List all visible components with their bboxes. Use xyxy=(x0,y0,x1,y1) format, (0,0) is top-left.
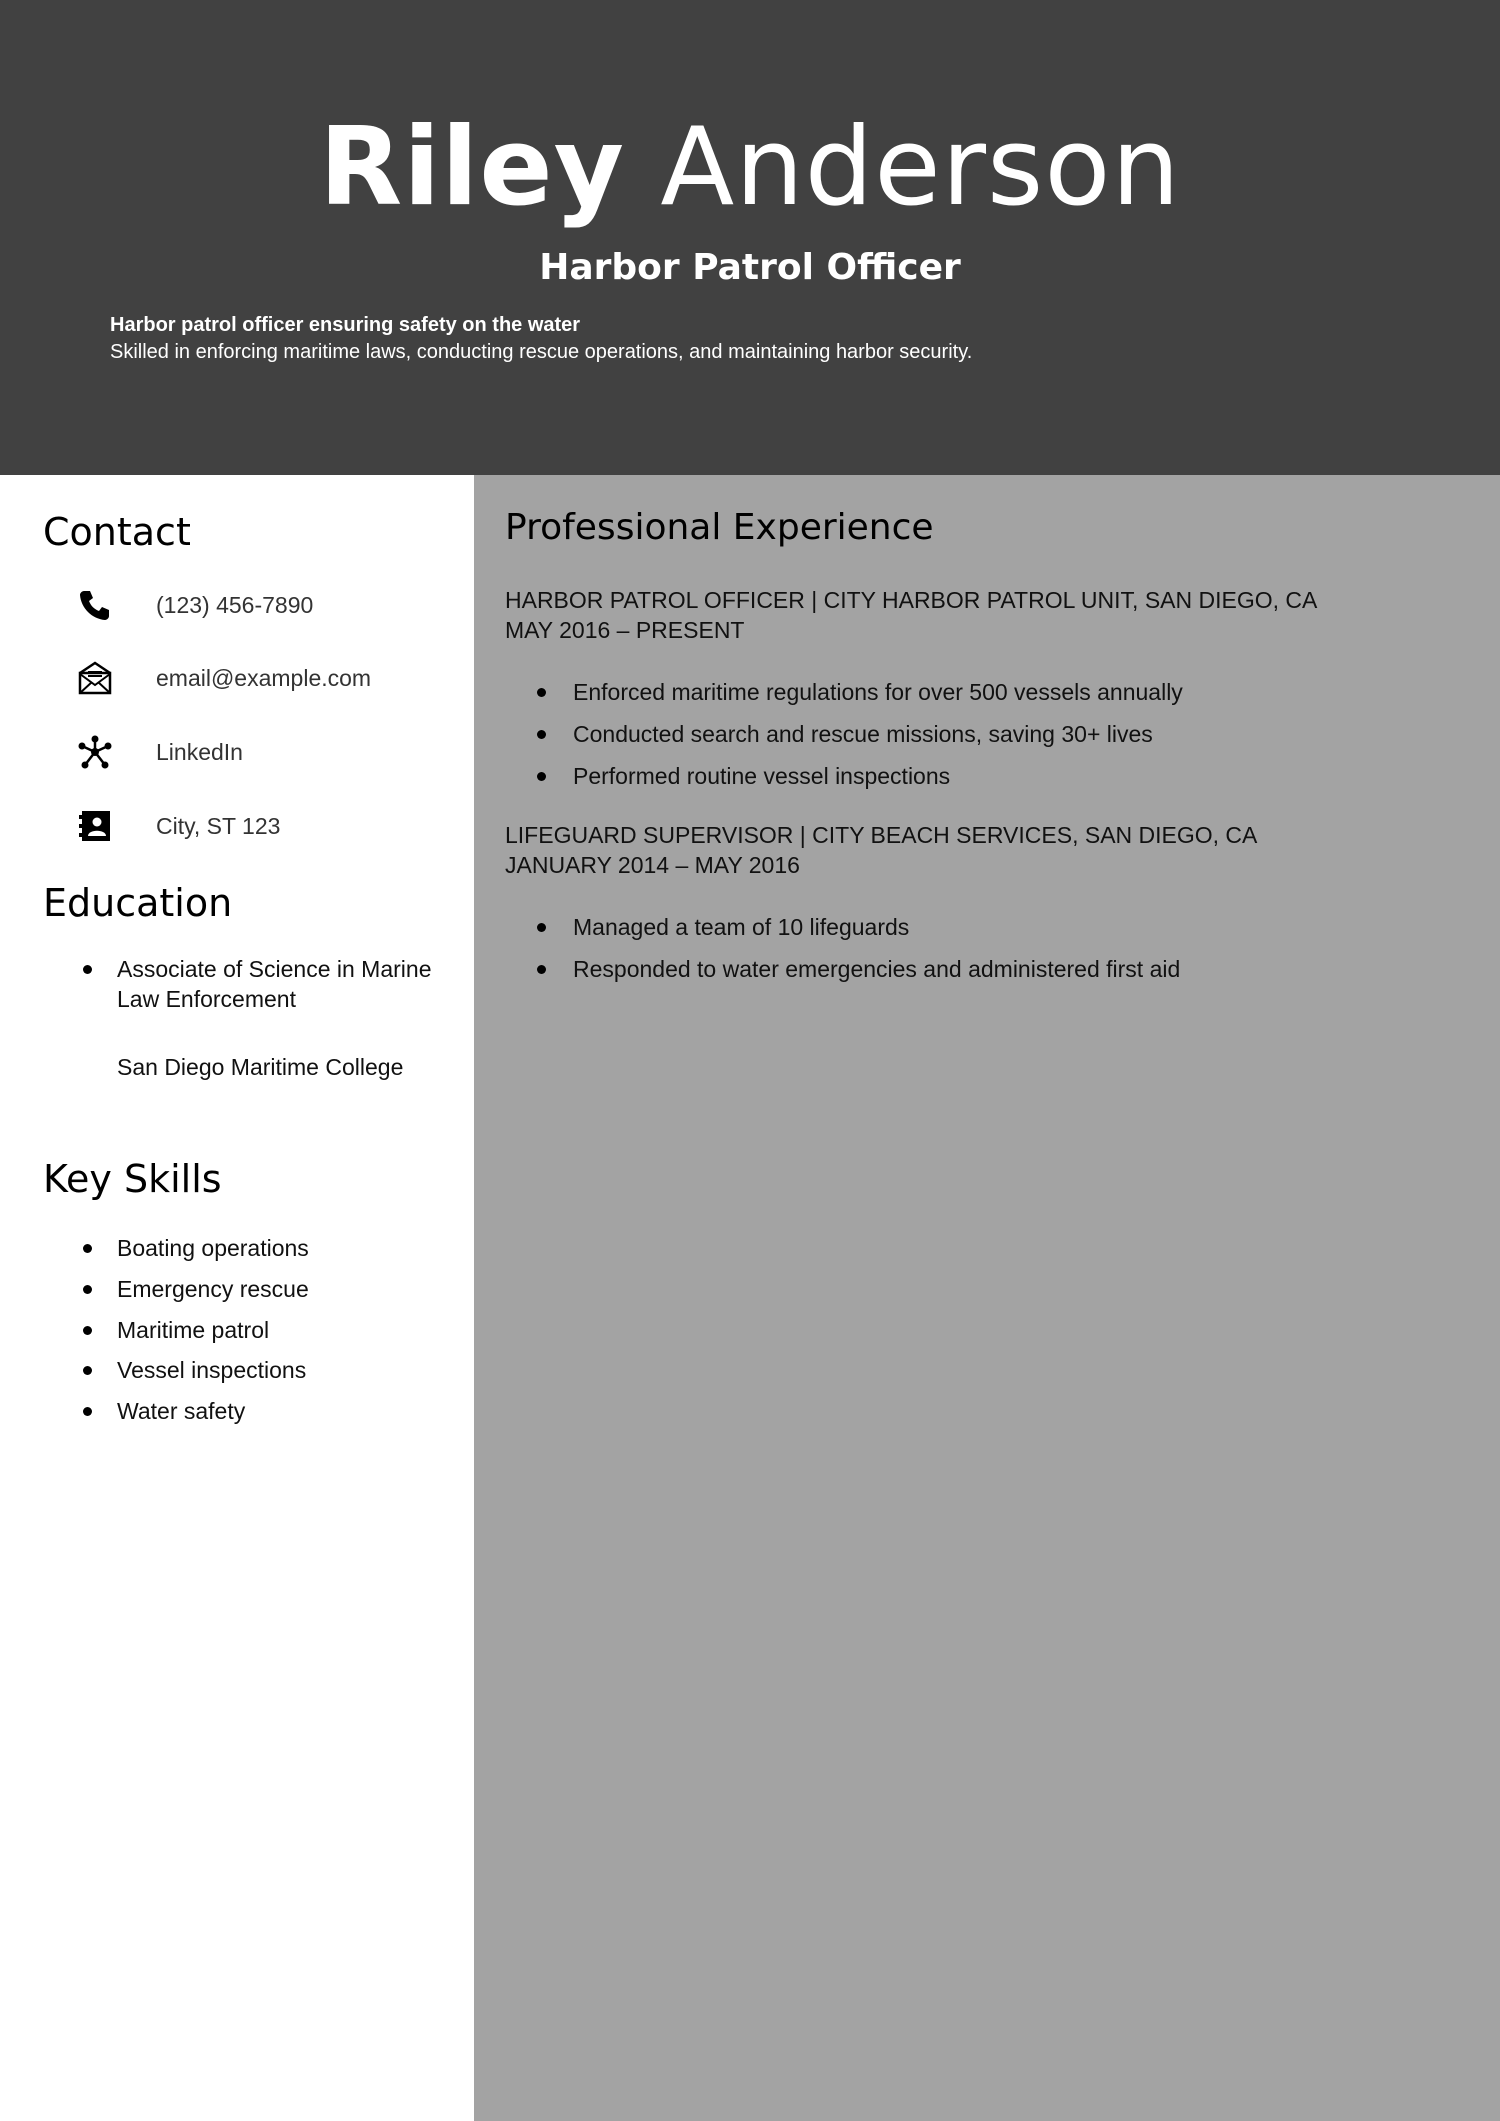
full-name xyxy=(0,105,1500,230)
contact-phone xyxy=(78,585,468,625)
email-text[interactable]: email@example.com xyxy=(156,664,372,691)
envelope-icon xyxy=(78,661,112,695)
contact-address xyxy=(78,806,468,846)
skills-list xyxy=(0,1233,477,1426)
contact-heading: Contact xyxy=(43,510,191,554)
summary: Skilled in enforcing maritime laws, conducting rescue operations, and maintaining harbor security. xyxy=(110,341,973,363)
job-bullet: Enforced maritime regulations for over 500 vessels annually xyxy=(474,671,1473,713)
tagline: Harbor patrol officer ensuring safety on the water xyxy=(110,314,581,336)
phone-text[interactable]: (123) 456-7890 xyxy=(156,591,314,618)
job-bullet: Managed a team of 10 lifeguards xyxy=(474,906,1473,948)
skill-item: Emergency rescue xyxy=(0,1274,477,1304)
experience-heading: Professional Experience xyxy=(505,507,934,548)
job-bullet: Conducted search and rescue missions, saving 30+ lives xyxy=(474,713,1473,755)
job-1-title: HARBOR PATROL OFFICER | CITY HARBOR PATROL UNIT, SAN DIEGO, CA xyxy=(505,587,1318,613)
job-bullet: Performed routine vessel inspections xyxy=(474,755,1473,797)
address-text: City, ST 123 xyxy=(156,812,281,839)
sidebar xyxy=(0,475,474,2121)
skill-item: Maritime patrol xyxy=(0,1315,477,1345)
job-1-dates: MAY 2016 – PRESENT xyxy=(505,617,745,643)
job-2-title: LIFEGUARD SUPERVISOR | CITY BEACH SERVICES, SAN DIEGO, CA xyxy=(505,822,1258,848)
education-school: San Diego Maritime College xyxy=(117,1054,404,1080)
skill-item: Boating operations xyxy=(0,1233,477,1263)
linkedin-text[interactable]: LinkedIn xyxy=(156,738,243,765)
skills-heading: Key Skills xyxy=(43,1157,222,1201)
skill-item: Vessel inspections xyxy=(0,1355,477,1385)
main-column xyxy=(474,475,1500,2121)
job-2-dates: JANUARY 2014 – MAY 2016 xyxy=(505,852,800,878)
phone-icon xyxy=(78,588,112,622)
contact-email xyxy=(78,658,468,698)
job-2-bullets xyxy=(474,906,1473,990)
job-bullet: Responded to water emergencies and administered first aid xyxy=(474,948,1473,990)
network-icon xyxy=(78,735,112,769)
education-degree: Associate of Science in Marine Law Enforcement xyxy=(0,954,477,1014)
job-title: Harbor Patrol Officer xyxy=(539,247,961,288)
contact-linkedin xyxy=(78,732,468,772)
education-list xyxy=(0,954,477,1014)
first-name: Riley xyxy=(319,105,625,230)
education-heading: Education xyxy=(43,881,233,925)
last-name: Anderson xyxy=(660,105,1181,230)
job-1-bullets xyxy=(474,671,1473,797)
address-book-icon xyxy=(78,809,112,843)
resume-header xyxy=(0,0,1500,475)
skill-item: Water safety xyxy=(0,1396,477,1426)
